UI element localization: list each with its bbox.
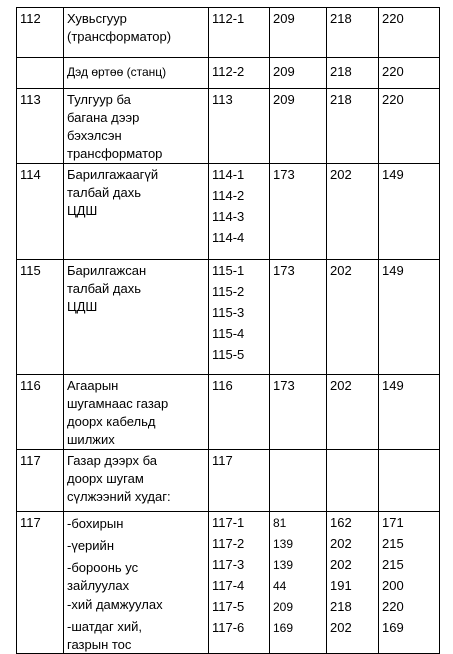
table-row	[17, 260, 440, 375]
item-code: 113	[209, 89, 270, 164]
value-col-2: 218	[327, 89, 379, 164]
table-row	[17, 512, 440, 654]
value-col-2: 202	[327, 260, 379, 375]
value-col-1	[270, 450, 327, 512]
value-col-1: 173	[270, 375, 327, 450]
value-col-1: 81 139 139 44 209 169	[270, 512, 327, 654]
item-code: 117	[209, 450, 270, 512]
value-col-3: 220	[379, 8, 440, 58]
value-col-1: 173	[270, 260, 327, 375]
item-name: -бохирын -үерийн -бороонь ус зайлуулах -хий дамжуулах -шатдаг хий, газрын тос	[64, 512, 209, 654]
row-number: 115	[17, 260, 64, 375]
fee-table	[16, 7, 440, 654]
table-row	[17, 375, 440, 450]
item-code: 117-1 117-2 117-3 117-4 117-5 117-6	[209, 512, 270, 654]
value-col-1: 209	[270, 58, 327, 89]
value-col-2: 202	[327, 164, 379, 260]
row-number: 116	[17, 375, 64, 450]
row-number: 114	[17, 164, 64, 260]
value-col-1: 173	[270, 164, 327, 260]
table-row	[17, 89, 440, 164]
row-number: 117	[17, 512, 64, 654]
item-code: 116	[209, 375, 270, 450]
item-code: 115-1 115-2 115-3 115-4 115-5	[209, 260, 270, 375]
row-number: 112	[17, 8, 64, 58]
item-name: Хувьсгуур (трансформатор)	[64, 8, 209, 58]
value-col-3: 149	[379, 375, 440, 450]
item-name: Барилгажаагүй талбай дахь ЦДШ	[64, 164, 209, 260]
value-col-3: 149	[379, 260, 440, 375]
table-row	[17, 8, 440, 58]
value-col-3: 220	[379, 58, 440, 89]
value-col-3: 149	[379, 164, 440, 260]
value-col-3	[379, 450, 440, 512]
value-col-2: 218	[327, 58, 379, 89]
value-col-2: 218	[327, 8, 379, 58]
item-name: Барилгажсан талбай дахь ЦДШ	[64, 260, 209, 375]
table-row	[17, 450, 440, 512]
value-col-3: 220	[379, 89, 440, 164]
item-code: 112-2	[209, 58, 270, 89]
table-row	[17, 58, 440, 89]
row-number: 113	[17, 89, 64, 164]
item-code: 112-1	[209, 8, 270, 58]
table-row	[17, 164, 440, 260]
item-code: 114-1 114-2 114-3 114-4	[209, 164, 270, 260]
item-name: Агаарын шугамнаас газар доорх кабельд шилжих	[64, 375, 209, 450]
value-col-1: 209	[270, 89, 327, 164]
value-col-2: 162 202 202 191 218 202	[327, 512, 379, 654]
row-number: 117	[17, 450, 64, 512]
item-name: Газар дээрх ба доорх шугам сүлжээний худаг:	[64, 450, 209, 512]
item-name: Тулгуур ба багана дээр бэхэлсэн трансформатор	[64, 89, 209, 164]
row-number	[17, 58, 64, 89]
item-name: Дэд өртөө (станц)	[64, 58, 209, 89]
value-col-2	[327, 450, 379, 512]
value-col-1: 209	[270, 8, 327, 58]
value-col-3: 171 215 215 200 220 169	[379, 512, 440, 654]
value-col-2: 202	[327, 375, 379, 450]
